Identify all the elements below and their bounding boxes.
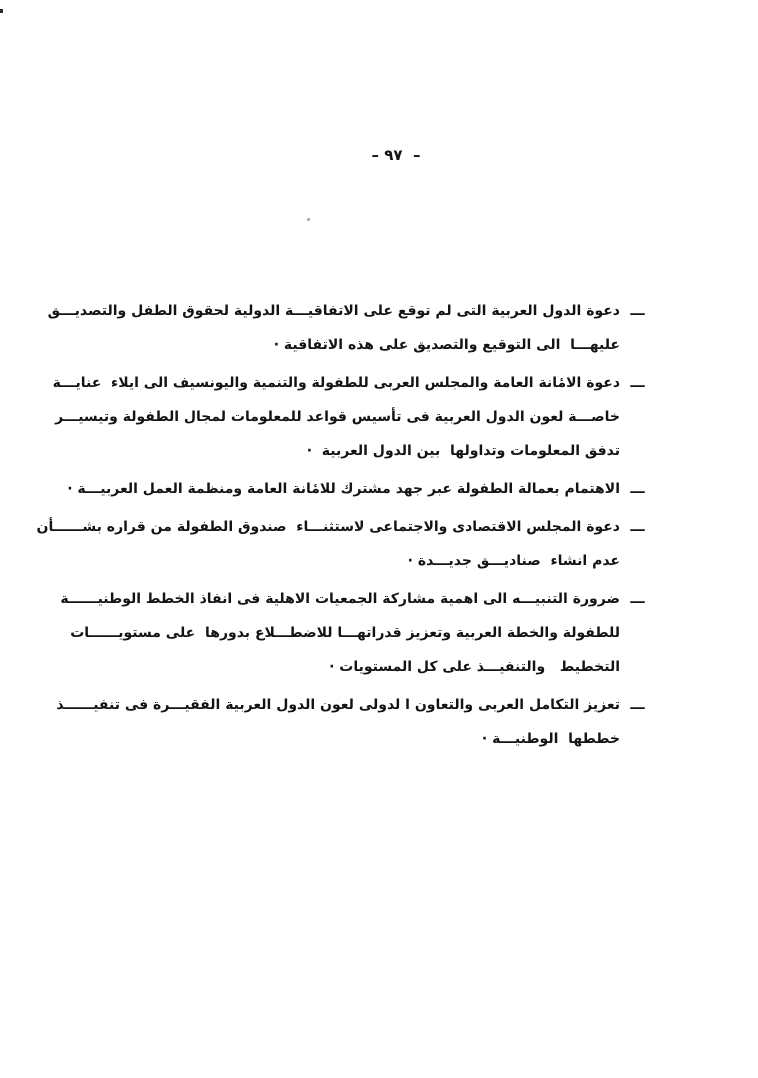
dash-bullet-icon: ـــ xyxy=(630,481,645,497)
list-item xyxy=(52,366,655,468)
text-line: عدم انشاء صناديـــق جديـــدة · xyxy=(407,553,620,569)
text-line: التخطيط والتنفيـــذ على كل المستويات · xyxy=(329,659,620,675)
dash-bullet-icon: ـــ xyxy=(630,519,645,535)
scan-artifact-dot xyxy=(307,218,310,221)
text-line: عليهـــا الى التوقيع والتصديق على هذه الاتفاقية · xyxy=(273,337,620,353)
page-number: – ٩٧ – xyxy=(371,146,421,164)
text-line: ضرورة التنبيـــه الى اهمية مشاركة الجمعيات الاهلية فى انفاذ الخطط الوطنيــــــة xyxy=(60,591,620,607)
text-line: خاصـــة لعون الدول العربية فى تأسيس قواعد للمعلومات لمجال الطفولة وتيسيـــر xyxy=(55,409,620,425)
paragraph-lines xyxy=(60,582,620,684)
scan-artifact-edge xyxy=(0,9,3,13)
text-line: للطفولة والخطة العربية وتعزيز قدراتهـــا للاضطـــلاع بدورها على مستويــــــات xyxy=(70,625,620,641)
paragraph-lines xyxy=(52,366,620,468)
dash-bullet-icon: ـــ xyxy=(630,591,645,607)
text-line: تدفق المعلومات وتداولها بين الدول العربية · xyxy=(306,443,620,459)
text-line: دعوة الامٔانة العامة والمجلس العربى للطفولة والتنمية واليونسيف الى ايلاء عنايـــة xyxy=(52,375,620,391)
list-item xyxy=(36,510,655,578)
dash-bullet-icon: ـــ xyxy=(630,697,645,713)
text-line: خططها الوطنيـــة · xyxy=(481,731,620,747)
dash-bullet-icon: ـــ xyxy=(630,375,645,391)
text-line: دعوة المجلس الاقتصادى والاجتماعى لاستثنـــاء صندوق الطفولة من قراره بشــــــأن xyxy=(36,519,620,535)
paragraph-lines xyxy=(47,294,620,362)
list-item xyxy=(60,582,655,684)
paragraph-lines xyxy=(56,688,620,756)
paragraph-lines xyxy=(36,510,620,578)
list-item xyxy=(67,472,655,506)
list-item xyxy=(47,294,655,362)
paragraph-lines xyxy=(67,472,620,506)
text-line: الاهتمام بعمالة الطفولة عبر جهد مشترك للامٔانة العامة ومنظمة العمل العربيـــة · xyxy=(67,481,620,497)
text-line: دعوة الدول العربية التى لم توقع على الاتفاقيـــة الدولية لحقوق الطفل والتصديـــق xyxy=(47,303,620,319)
text-line: تعزيز التكامل العربى والتعاون ا لدولى لعون الدول العربية الفقيـــرة فى تنفيــــــذ xyxy=(56,697,620,713)
list-item xyxy=(56,688,655,756)
dash-bullet-icon: ـــ xyxy=(630,303,645,319)
bullet-list xyxy=(36,294,655,760)
